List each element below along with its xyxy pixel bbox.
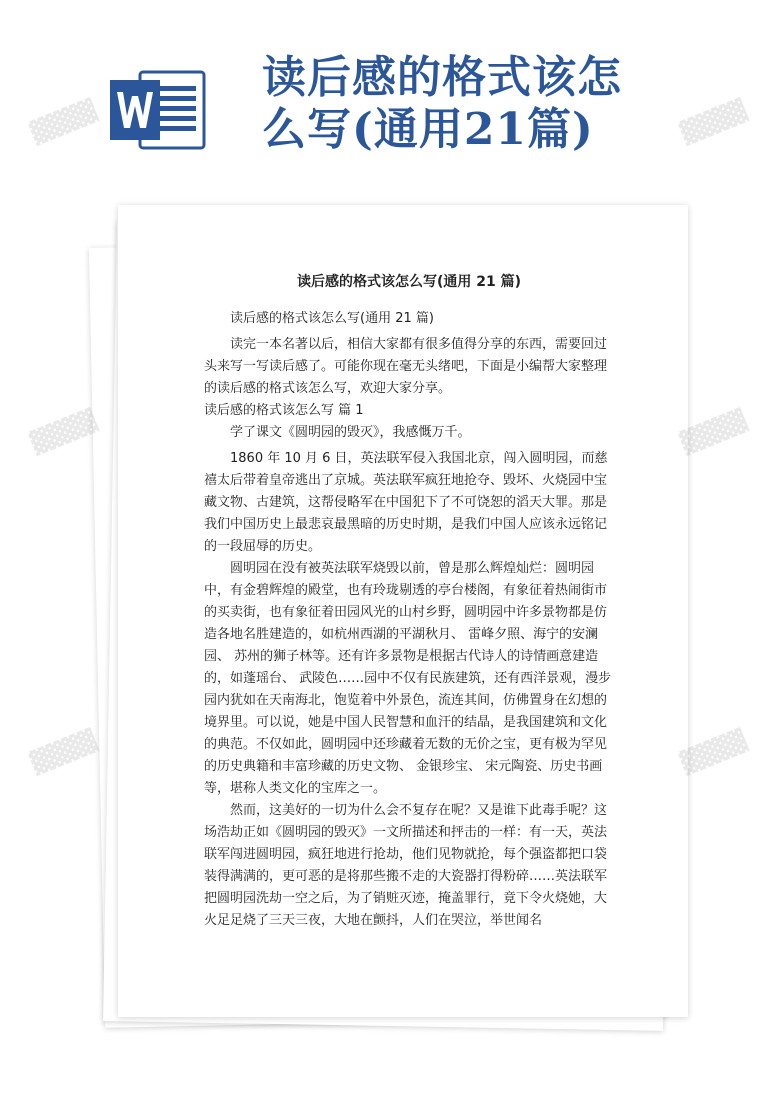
title-line-1: 读后感的格式该怎 (262, 52, 622, 103)
section-heading: 读后感的格式该怎么写 篇 1 (204, 403, 364, 418)
paragraph: 1860 年 10 月 6 日，英法联军侵入我国北京，闯入圆明园，而慈禧太后带着皇帝逃出了京城。英法联军疯狂地抢夺、毁坏、火烧园中宝藏文物、古建筑，这帮侵略军在中国犯下了不可饶恕的滔天大罪。那是我们中国历史上最悲哀最黑暗的历史时期，是我们中国人应该永远铭记的一段屈辱的历史。 (204, 451, 608, 554)
page-header (0, 0, 780, 200)
word-logo-icon (110, 68, 206, 152)
watermark: ▓▓▓▓ (677, 728, 750, 777)
watermark: ▓▓▓▓ (677, 408, 750, 457)
document-title: 读后感的格式该怎么写(通用 21 篇) (296, 274, 522, 290)
paragraph: 读后感的格式该怎么写(通用 21 篇) (230, 311, 434, 326)
title-line-2: 么写(通用21篇) (262, 104, 594, 155)
paragraph: 读完一本名著以后，相信大家都有很多值得分享的东西，需要回过头来写一写读后感了。可能你现在毫无头绪吧，下面是小编帮大家整理的读后感的格式该怎么写，欢迎大家分享。 (204, 337, 608, 396)
watermark: ▓▓▓▓ (27, 728, 100, 777)
watermark: ▓▓▓▓ (27, 408, 100, 457)
paragraph: 然而，这美好的一切为什么会不复存在呢？又是谁下此毒手呢？这场浩劫正如《圆明园的毁灭》一文所描述和抨击的一样：有一天，英法联军闯进圆明园，疯狂地进行抢劫，他们见物就抢，每个强盗都把口袋装得满满的，更可恶的是将那些搬不走的大瓷器打得粉碎……英法联军把圆明园洗劫一空之后，为了销赃灭迹，掩盖罪行，竟下令火烧她，大火足足烧了三天三夜，大地在颤抖，人们在哭泣，举世闻名 (204, 803, 608, 928)
watermark: ▓▓▓▓ (27, 98, 100, 147)
watermark: ▓▓▓▓ (677, 98, 750, 147)
document-body (204, 270, 614, 932)
paragraph: 圆明园在没有被英法联军烧毁以前，曾是那么辉煌灿烂：圆明园中，有金碧辉煌的殿堂，也有玲珑剔透的亭台楼阁，有象征着热闹街市的买卖街，也有象征着田园风光的山村乡野，圆明园中许多景物都是仿造各地名胜建造的，如杭州西湖的平湖秋月、 雷峰夕照、海宁的安澜园、 苏州的狮子林等。还有许多景物是根据古代诗人的诗情画意建造的，如蓬瑶台、 武陵色……园中不仅有民族建筑，还有西洋景观，漫步园内犹如在天南海北，饱览着中外景色，流连其间，仿佛置身在幻想的境界里。可以说，她是中国人民智慧和血汗的结晶，是我国建筑和文化的典范。不仅如此，圆明园中还珍藏着无数的无价之宝，更有极为罕见的历史典籍和丰富珍藏的历史文物、 金银珍宝、 宋元陶瓷、历史书画等，堪称人类文化的宝库之一。 (204, 561, 612, 796)
page-title (262, 52, 762, 156)
paragraph: 学了课文《圆明园的毁灭》，我感慨万千。 (230, 425, 471, 440)
